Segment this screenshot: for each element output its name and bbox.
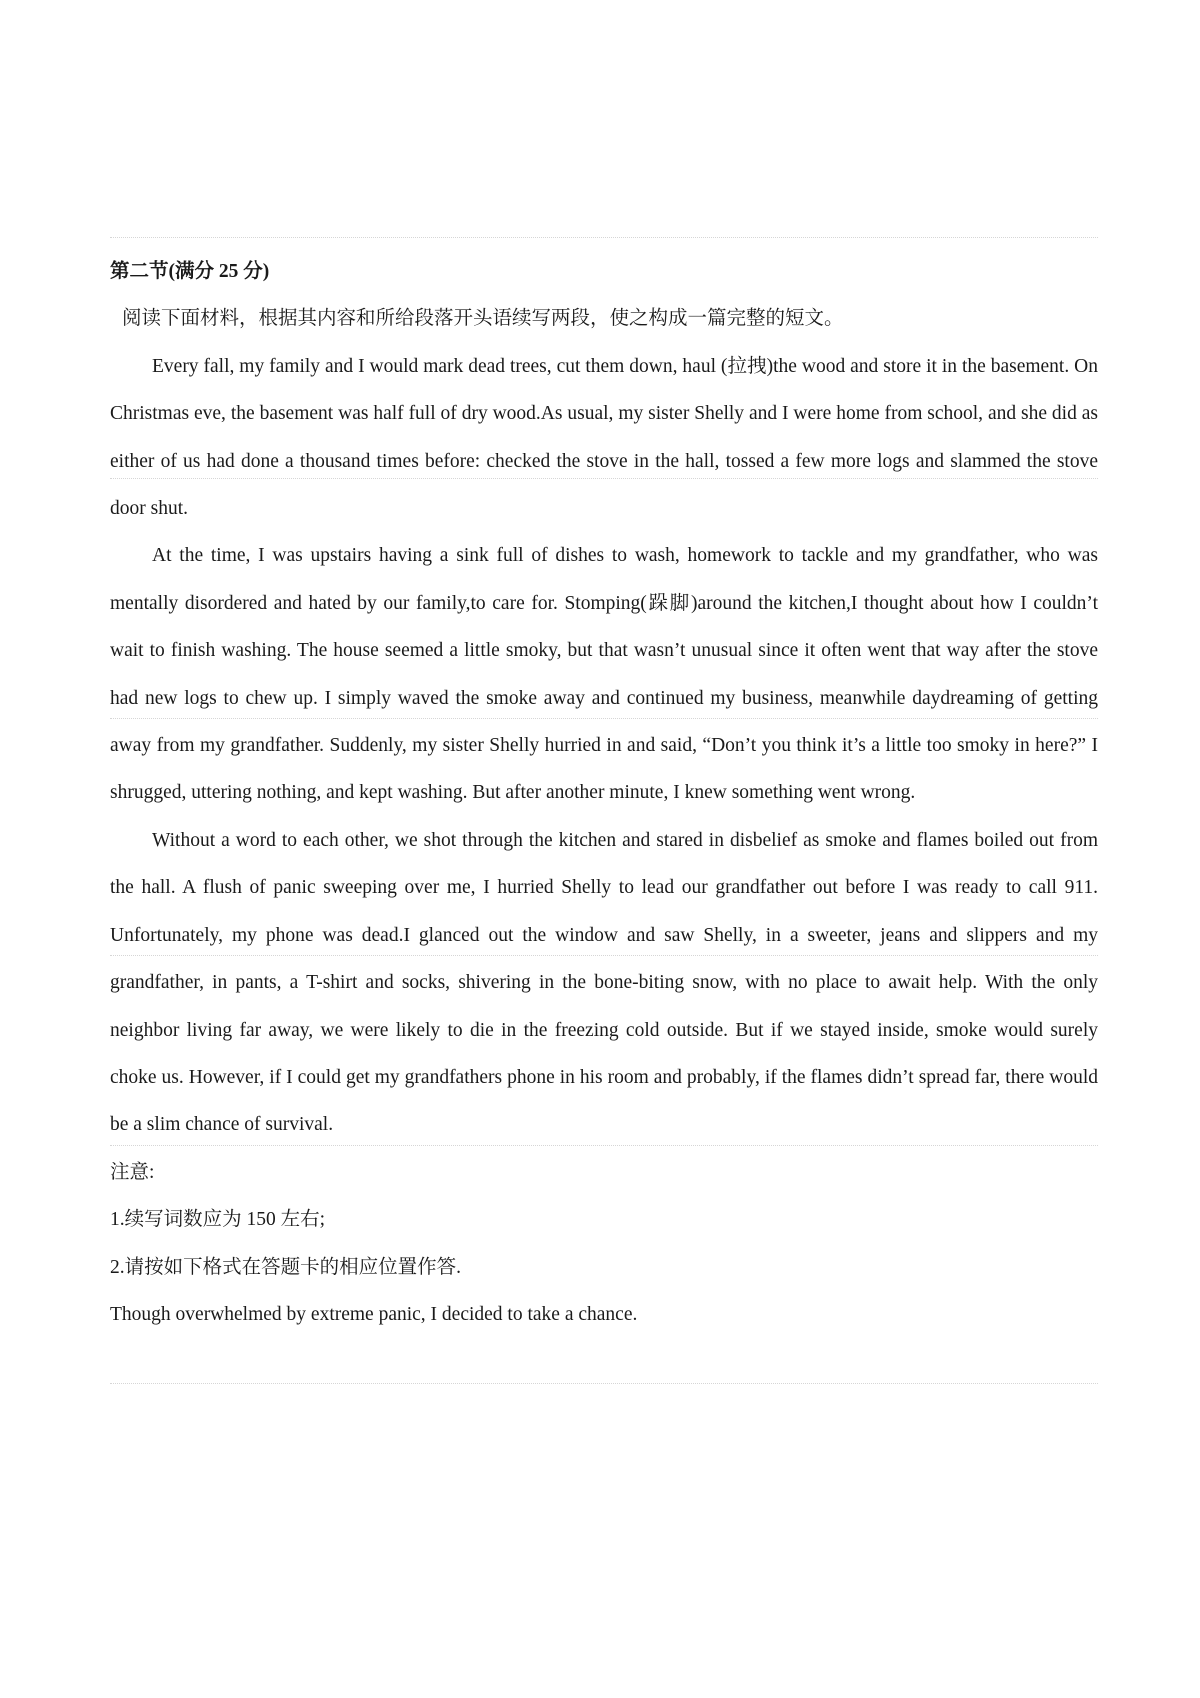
dotted-rule [110,237,1098,238]
section-heading: 第二节(满分 25 分) [110,261,270,282]
passage-paragraph-2: At the time, I was upstairs having a sink full of dishes to wash, homework to tackle and my grandfather, who was mentally disordered and hated by our family,to care for. Stomping(跺脚)around the kitchen,I thought about how I couldn’t wait to finish washing. The house seemed a little smoky, but that wasn’t unusual since it often went that way after the stove had new logs to chew up. I simply waved the smoke away and continued my business, meanwhile daydreaming of getting away from my grandfather. Suddenly, my sister Shelly hurried in and said, “Don’t you think it’s a little too smoky in here?” I shrugged, uttering nothing, and kept washing. But after another minute, I knew something went wrong. [110,545,1098,804]
dotted-rule [110,1383,1098,1384]
note-item: 1.续写词数应为 150 左右; [110,1209,326,1231]
passage-paragraph-1: Every fall, my family and I would mark dead trees, cut them down, haul (拉拽)the wood and store it in the basement. On Christmas eve, the basement was half full of dry wood.As usual, my sister Shelly and I were home from school, and she did as either of us had done a thousand times before: checked the stove in the hall, tossed a few more logs and slammed the stove door shut. [110,355,1098,520]
notes-title: 注意: [110,1161,155,1183]
section-instruction: 阅读下面材料，根据其内容和所给段落开头语续写两段，使之构成一篇完整的短文。 [122,308,844,330]
passage-paragraph-3: Without a word to each other, we shot through the kitchen and stared in disbelief as smoke and flames boiled out from the hall. A flush of panic sweeping over me, I hurried Shelly to lead our grandfather out before I was ready to call 911. Unfortunately, my phone was dead.I glanced out the window and saw Shelly, in a sweeter, jeans and slippers and my grandfather, in pants, a T-shirt and socks, shivering in the bone-biting snow, with no place to await help. With the only neighbor living far away, we were likely to die in the freezing cold outside. But if we stayed inside, smoke would surely choke us. However, if I could get my grandfathers phone in his room and probably, if the flames didn’t spread far, there would be a slim chance of survival. [110,829,1098,1136]
exam-page [110,248,1098,1338]
opening-line: Though overwhelmed by extreme panic, I decided to take a chance. [110,1303,638,1325]
note-item: 2.请按如下格式在答题卡的相应位置作答. [110,1256,462,1278]
